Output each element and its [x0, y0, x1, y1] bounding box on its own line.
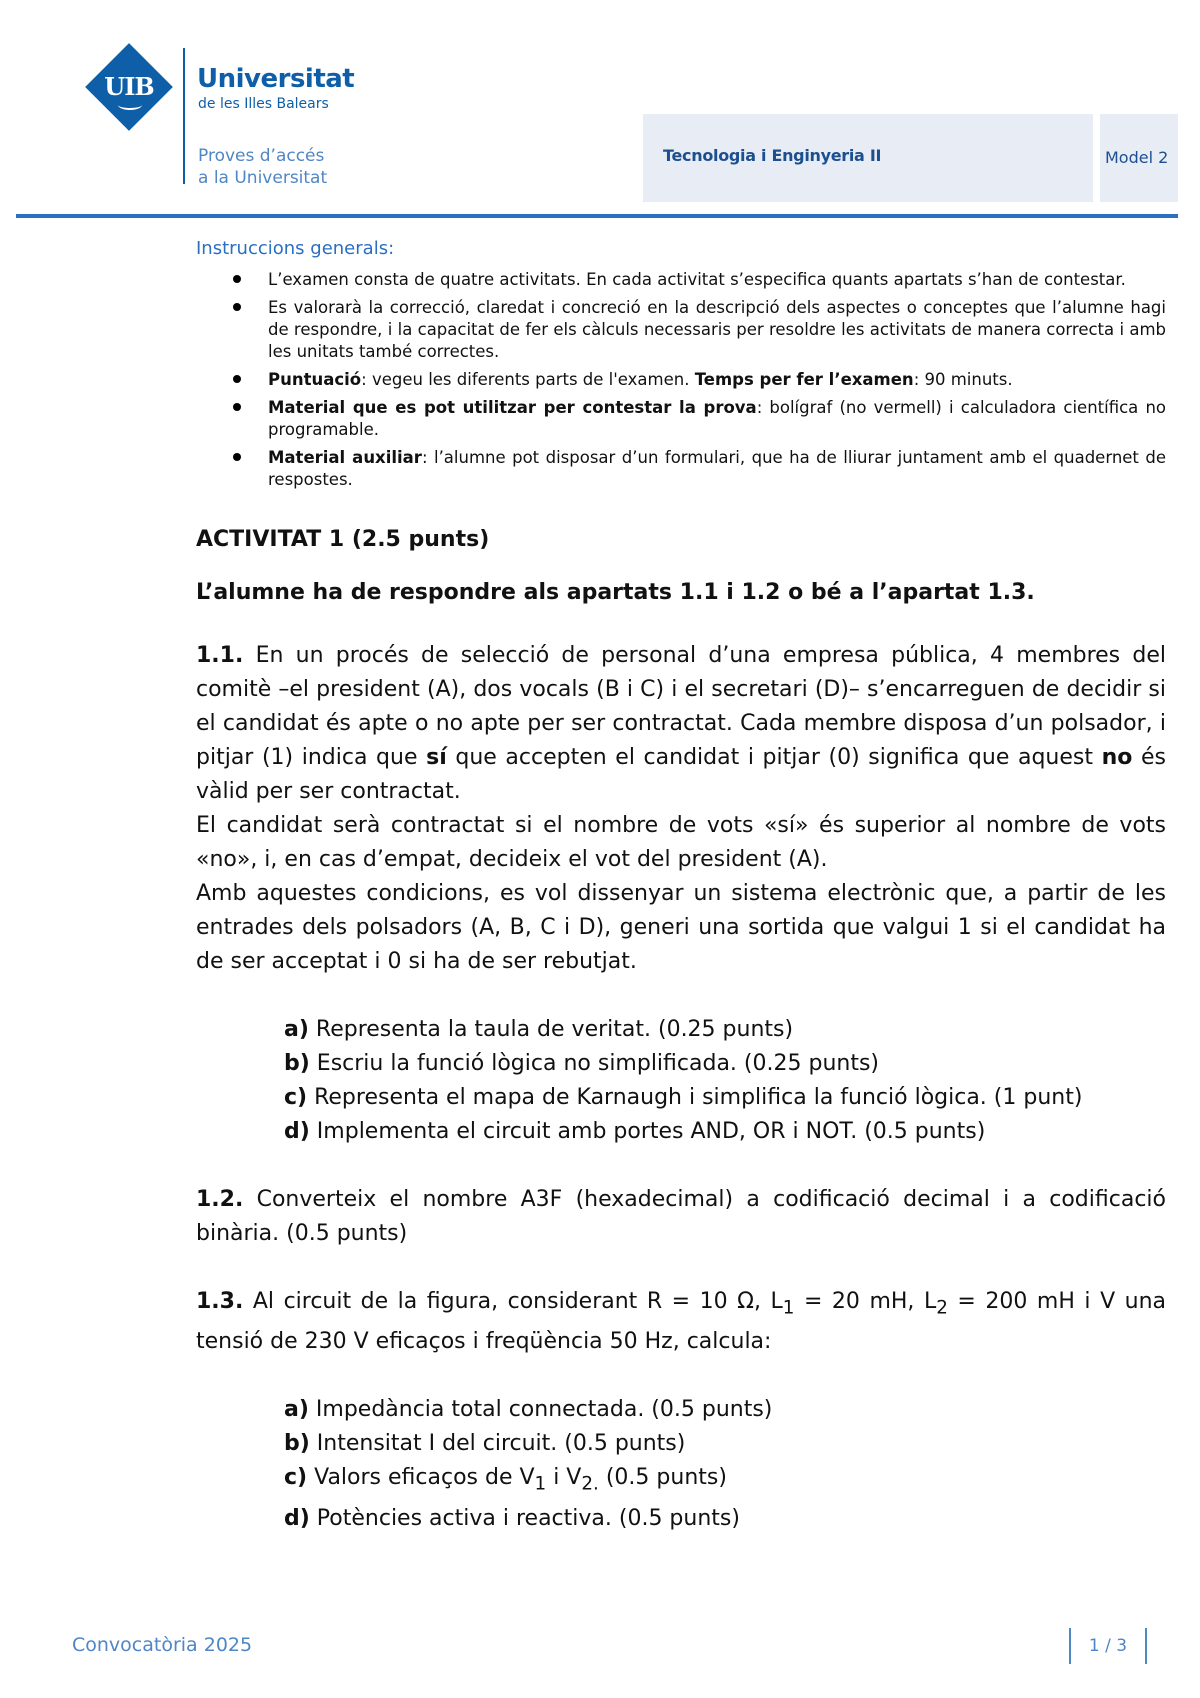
question-1-3-text: 1.3. Al circuit de la figura, considerant R = 10 Ω, $L_1 = 20$ mH, $L_2 = 200$ mH i V una tensió de 230 V eficaços i freqüència 50 Hz, calcula:	[196, 1289, 1167, 1355]
instructions-title: Instruccions generals:	[196, 238, 395, 259]
subitem: c) Valors eficaços de $V_1$ i $V_{2.}$ (0.5 punts)	[284, 1465, 727, 1495]
instruction-item: Material auxiliar: l’alumne pot disposar d’un formulari, que ha de lliurar juntament amb el quadernet de respostes.	[196, 447, 1166, 491]
footer-divider-right	[1145, 1628, 1147, 1664]
activity-title: ACTIVITAT 1 (2.5 punts)	[196, 527, 490, 552]
subitem: d) Potències activa i reactiva. (0.5 punts)	[284, 1505, 740, 1531]
subitem: a) Impedància total connectada. (0.5 punts)	[284, 1397, 773, 1423]
instruction-item: Material que es pot utilitzar per contestar la prova: bolígraf (no vermell) i calculadora científica no programable.	[196, 397, 1166, 441]
bullet-icon	[233, 453, 241, 461]
subitem: a) Representa la taula de veritat. (0.25 punts)	[284, 1017, 794, 1042]
university-name: Universitat	[197, 64, 355, 94]
bullet-icon	[233, 375, 241, 383]
subject-title: Tecnologia i Enginyeria II	[663, 146, 882, 165]
question-1-1-items	[284, 1013, 1166, 1149]
header-rule	[16, 214, 1178, 218]
subitem: c) Representa el mapa de Karnaugh i simplifica la funció lògica. (1 punt)	[284, 1085, 1083, 1110]
footer-divider-left	[1069, 1628, 1071, 1664]
instructions-list	[196, 269, 1166, 491]
exam-content	[196, 238, 1166, 1536]
bullet-icon	[233, 303, 241, 311]
page-number: 1 / 3	[1088, 1636, 1128, 1656]
model-label: Model 2	[1105, 148, 1169, 167]
footer-session: Convocatòria 2025	[72, 1634, 253, 1656]
uib-logo-text: UIB	[104, 72, 154, 101]
subitem: b) Escriu la funció lògica no simplificada. (0.25 punts)	[284, 1051, 879, 1076]
instruction-item: Es valorarà la correcció, claredat i concreció en la descripció dels aspectes o conceptes que l’alumne hagi de respondre, i la capacitat de fer els càlculs necessaris per resoldre les activitats de manera correcta i amb les unitats també correctes.	[196, 297, 1166, 363]
header-divider	[183, 48, 185, 184]
question-1-2	[196, 1183, 1166, 1251]
question-1-1-design: Amb aquestes condicions, es vol dissenyar un sistema electrònic que, a partir de les entrades dels polsadors (A, B, C i D), generi una sortida que valgui 1 si el candidat ha de ser acceptat i 0 si ha de ser rebutjat.	[196, 881, 1166, 974]
question-1-1-text: 1.1. En un procés de selecció de personal d’una empresa pública, 4 membres del comitè –el president (A), dos vocals (B i C) i el secretari (D)– s’encarreguen de decidir si el candidat és apte o no apte per ser contractat. Cada membre disposa d’un polsador, i pitjar (1) indica que sí que accepten el candidat i pitjar (0) significa que aquest no és vàlid per ser contractat.	[196, 643, 1166, 804]
access-line-1: Proves d’accés	[198, 146, 325, 166]
access-line-2: a la Universitat	[198, 168, 328, 188]
bullet-icon	[233, 275, 241, 283]
question-1-1	[196, 639, 1166, 1149]
instruction-item: L’examen consta de quatre activitats. En cada activitat s’especifica quants apartats s’han de contestar.	[196, 269, 1166, 291]
question-1-3-items	[284, 1393, 1166, 1535]
university-subtitle: de les Illes Balears	[198, 96, 329, 112]
bullet-icon	[233, 403, 241, 411]
question-1-2-text: 1.2. Converteix el nombre A3F (hexadecimal) a codificació decimal i a codificació binària. (0.5 punts)	[196, 1187, 1166, 1246]
question-1-1-condition: El candidat serà contractat si el nombre de vots «sí» és superior al nombre de vots «no», i, en cas d’empat, decideix el vot del president (A).	[196, 813, 1166, 872]
uib-logo-wave-icon	[118, 100, 142, 110]
activity-lead: L’alumne ha de respondre als apartats 1.1 i 1.2 o bé a l’apartat 1.3.	[196, 580, 1035, 605]
instruction-item: Puntuació: vegeu les diferents parts de l'examen. Temps per fer l’examen: 90 minuts.	[196, 369, 1166, 391]
subitem: d) Implementa el circuit amb portes AND, OR i NOT. (0.5 punts)	[284, 1119, 986, 1144]
question-1-3	[196, 1285, 1166, 1536]
subitem: b) Intensitat I del circuit. (0.5 punts)	[284, 1431, 686, 1457]
